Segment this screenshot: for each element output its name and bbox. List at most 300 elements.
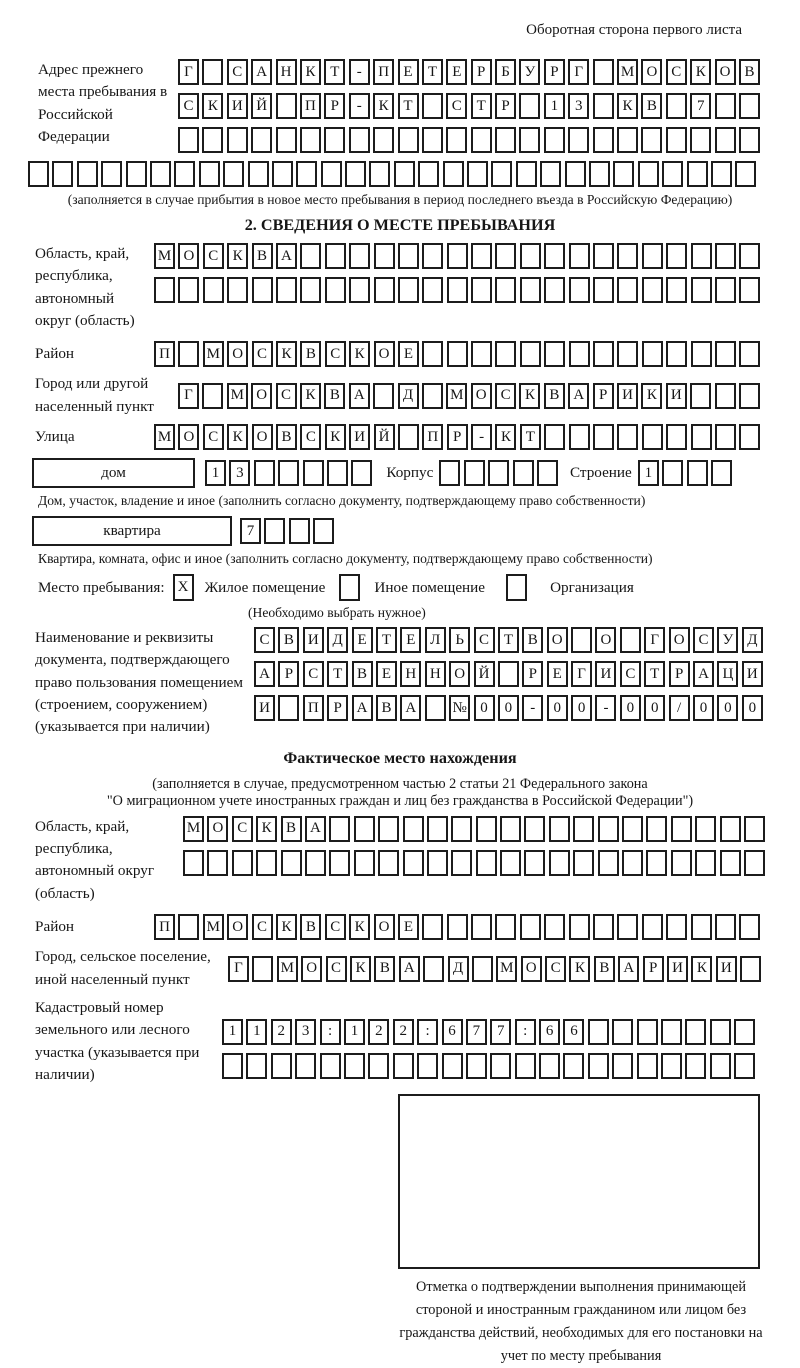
char-cell[interactable]: : [515, 1019, 536, 1045]
char-cell[interactable] [666, 127, 687, 153]
char-cell[interactable] [720, 850, 741, 876]
char-cell[interactable] [369, 161, 390, 187]
char-cell[interactable] [495, 243, 516, 269]
char-cell[interactable] [476, 816, 497, 842]
char-cell[interactable]: И [667, 956, 688, 982]
char-cell[interactable] [711, 161, 732, 187]
char-cell[interactable]: В [641, 93, 662, 119]
char-cell[interactable] [739, 93, 760, 119]
char-cell[interactable] [154, 277, 175, 303]
char-cell[interactable] [734, 1053, 755, 1079]
char-cell[interactable] [720, 816, 741, 842]
char-cell[interactable] [563, 1053, 584, 1079]
char-cell[interactable] [351, 460, 372, 486]
char-cell[interactable]: Р [278, 661, 299, 687]
char-cell[interactable] [569, 277, 590, 303]
char-cell[interactable]: О [471, 383, 492, 409]
char-cell[interactable]: Е [352, 627, 373, 653]
char-cell[interactable]: О [595, 627, 616, 653]
char-cell[interactable] [613, 161, 634, 187]
char-cell[interactable]: Е [376, 661, 397, 687]
char-cell[interactable]: О [178, 243, 199, 269]
char-cell[interactable]: Т [644, 661, 665, 687]
char-cell[interactable]: / [669, 695, 690, 721]
char-cell[interactable]: 0 [742, 695, 763, 721]
char-cell[interactable] [691, 341, 712, 367]
char-cell[interactable]: П [303, 695, 324, 721]
char-cell[interactable]: М [496, 956, 517, 982]
char-cell[interactable]: И [716, 956, 737, 982]
char-cell[interactable] [491, 161, 512, 187]
char-cell[interactable]: С [203, 243, 224, 269]
char-cell[interactable] [666, 341, 687, 367]
char-cell[interactable]: Н [276, 59, 297, 85]
char-cell[interactable] [417, 1053, 438, 1079]
char-cell[interactable]: С [232, 816, 253, 842]
char-cell[interactable]: 6 [563, 1019, 584, 1045]
char-cell[interactable] [398, 127, 419, 153]
char-cell[interactable] [513, 460, 534, 486]
char-cell[interactable] [418, 161, 439, 187]
char-cell[interactable]: О [227, 341, 248, 367]
char-cell[interactable]: В [252, 243, 273, 269]
char-cell[interactable]: 7 [690, 93, 711, 119]
char-cell[interactable]: С [693, 627, 714, 653]
char-cell[interactable] [222, 1053, 243, 1079]
char-cell[interactable]: К [350, 956, 371, 982]
char-cell[interactable]: 7 [240, 518, 261, 544]
char-cell[interactable] [622, 816, 643, 842]
char-cell[interactable] [617, 243, 638, 269]
char-cell[interactable]: 0 [571, 695, 592, 721]
char-cell[interactable]: № [449, 695, 470, 721]
char-cell[interactable] [422, 277, 443, 303]
char-cell[interactable]: У [519, 59, 540, 85]
char-cell[interactable] [565, 161, 586, 187]
char-cell[interactable]: : [417, 1019, 438, 1045]
char-cell[interactable]: М [227, 383, 248, 409]
char-cell[interactable] [423, 956, 444, 982]
char-cell[interactable]: К [202, 93, 223, 119]
char-cell[interactable] [126, 161, 147, 187]
char-cell[interactable] [744, 816, 765, 842]
char-cell[interactable]: М [183, 816, 204, 842]
char-cell[interactable]: Р [593, 383, 614, 409]
char-cell[interactable]: 0 [620, 695, 641, 721]
char-cell[interactable]: С [495, 383, 516, 409]
char-cell[interactable]: П [154, 341, 175, 367]
char-cell[interactable] [524, 816, 545, 842]
char-cell[interactable] [203, 277, 224, 303]
char-cell[interactable] [617, 424, 638, 450]
char-cell[interactable]: А [693, 661, 714, 687]
char-cell[interactable] [374, 243, 395, 269]
char-cell[interactable] [687, 161, 708, 187]
char-cell[interactable]: Т [471, 93, 492, 119]
char-cell[interactable]: С [446, 93, 467, 119]
char-cell[interactable] [520, 341, 541, 367]
char-cell[interactable] [612, 1019, 633, 1045]
char-cell[interactable] [500, 816, 521, 842]
char-cell[interactable] [641, 127, 662, 153]
char-cell[interactable] [476, 850, 497, 876]
char-cell[interactable]: В [352, 661, 373, 687]
char-cell[interactable] [178, 341, 199, 367]
char-cell[interactable]: П [373, 59, 394, 85]
char-cell[interactable] [305, 850, 326, 876]
char-cell[interactable] [471, 243, 492, 269]
char-cell[interactable]: 3 [295, 1019, 316, 1045]
char-cell[interactable] [519, 127, 540, 153]
char-cell[interactable] [447, 914, 468, 940]
char-cell[interactable] [711, 460, 732, 486]
char-cell[interactable]: С [325, 341, 346, 367]
char-cell[interactable] [739, 341, 760, 367]
char-cell[interactable] [612, 1053, 633, 1079]
char-cell[interactable] [439, 460, 460, 486]
char-cell[interactable]: 0 [547, 695, 568, 721]
char-cell[interactable]: В [374, 956, 395, 982]
char-cell[interactable] [354, 850, 375, 876]
char-cell[interactable] [715, 277, 736, 303]
char-cell[interactable]: К [691, 956, 712, 982]
char-cell[interactable]: Г [568, 59, 589, 85]
char-cell[interactable] [638, 161, 659, 187]
char-cell[interactable] [466, 1053, 487, 1079]
char-cell[interactable] [593, 341, 614, 367]
char-cell[interactable] [425, 695, 446, 721]
char-cell[interactable] [320, 1053, 341, 1079]
char-cell[interactable] [223, 161, 244, 187]
char-cell[interactable] [524, 850, 545, 876]
char-cell[interactable]: К [373, 93, 394, 119]
char-cell[interactable]: А [305, 816, 326, 842]
char-cell[interactable]: О [449, 661, 470, 687]
char-cell[interactable]: В [376, 695, 397, 721]
char-cell[interactable] [666, 277, 687, 303]
char-cell[interactable]: Ц [717, 661, 738, 687]
char-cell[interactable] [593, 277, 614, 303]
char-cell[interactable]: - [349, 93, 370, 119]
char-cell[interactable] [739, 277, 760, 303]
char-cell[interactable]: О [207, 816, 228, 842]
char-cell[interactable] [520, 243, 541, 269]
char-cell[interactable] [300, 127, 321, 153]
char-cell[interactable]: - [349, 59, 370, 85]
char-cell[interactable] [642, 277, 663, 303]
char-cell[interactable]: 2 [393, 1019, 414, 1045]
char-cell[interactable] [710, 1053, 731, 1079]
char-cell[interactable] [671, 816, 692, 842]
char-cell[interactable]: Т [327, 661, 348, 687]
char-cell[interactable]: О [715, 59, 736, 85]
char-cell[interactable] [345, 161, 366, 187]
char-cell[interactable] [598, 850, 619, 876]
char-cell[interactable] [671, 850, 692, 876]
char-cell[interactable] [427, 816, 448, 842]
char-cell[interactable] [295, 1053, 316, 1079]
char-cell[interactable] [246, 1053, 267, 1079]
char-cell[interactable]: К [325, 424, 346, 450]
char-cell[interactable] [495, 914, 516, 940]
char-cell[interactable]: И [617, 383, 638, 409]
char-cell[interactable]: П [422, 424, 443, 450]
char-cell[interactable] [573, 850, 594, 876]
char-cell[interactable] [685, 1053, 706, 1079]
char-cell[interactable] [256, 850, 277, 876]
char-cell[interactable]: 0 [474, 695, 495, 721]
char-cell[interactable] [329, 816, 350, 842]
char-cell[interactable]: 0 [644, 695, 665, 721]
char-cell[interactable] [296, 161, 317, 187]
char-cell[interactable]: - [522, 695, 543, 721]
char-cell[interactable]: С [545, 956, 566, 982]
char-cell[interactable] [422, 127, 443, 153]
char-cell[interactable]: К [690, 59, 711, 85]
char-cell[interactable]: О [251, 383, 272, 409]
char-cell[interactable] [593, 424, 614, 450]
char-cell[interactable]: И [666, 383, 687, 409]
char-cell[interactable]: Е [398, 914, 419, 940]
char-cell[interactable] [637, 1019, 658, 1045]
char-cell[interactable] [549, 816, 570, 842]
char-cell[interactable] [451, 816, 472, 842]
char-cell[interactable]: И [303, 627, 324, 653]
char-cell[interactable]: Е [446, 59, 467, 85]
char-cell[interactable]: В [739, 59, 760, 85]
char-cell[interactable] [740, 956, 761, 982]
char-cell[interactable] [446, 127, 467, 153]
char-cell[interactable] [447, 341, 468, 367]
char-cell[interactable]: 3 [229, 460, 250, 486]
char-cell[interactable] [620, 627, 641, 653]
char-cell[interactable]: Г [644, 627, 665, 653]
char-cell[interactable]: Т [498, 627, 519, 653]
char-cell[interactable]: 6 [539, 1019, 560, 1045]
char-cell[interactable]: Г [178, 59, 199, 85]
char-cell[interactable] [272, 161, 293, 187]
char-cell[interactable] [254, 460, 275, 486]
char-cell[interactable]: Д [448, 956, 469, 982]
char-cell[interactable] [539, 1053, 560, 1079]
char-cell[interactable]: Л [425, 627, 446, 653]
char-cell[interactable] [471, 914, 492, 940]
char-cell[interactable] [691, 277, 712, 303]
char-cell[interactable]: И [227, 93, 248, 119]
char-cell[interactable]: О [521, 956, 542, 982]
char-cell[interactable]: 1 [638, 460, 659, 486]
char-cell[interactable] [593, 93, 614, 119]
char-cell[interactable] [593, 127, 614, 153]
char-cell[interactable]: - [471, 424, 492, 450]
char-cell[interactable] [690, 127, 711, 153]
char-cell[interactable]: К [519, 383, 540, 409]
char-cell[interactable] [281, 850, 302, 876]
char-cell[interactable]: Н [425, 661, 446, 687]
char-cell[interactable] [617, 914, 638, 940]
char-cell[interactable] [349, 127, 370, 153]
char-cell[interactable] [593, 243, 614, 269]
char-cell[interactable] [735, 161, 756, 187]
char-cell[interactable] [661, 1019, 682, 1045]
char-cell[interactable]: В [594, 956, 615, 982]
char-cell[interactable]: К [276, 341, 297, 367]
char-cell[interactable]: К [300, 59, 321, 85]
char-cell[interactable] [368, 1053, 389, 1079]
char-cell[interactable] [373, 127, 394, 153]
char-cell[interactable] [569, 243, 590, 269]
char-cell[interactable] [642, 341, 663, 367]
char-cell[interactable] [202, 59, 223, 85]
char-cell[interactable] [349, 243, 370, 269]
char-cell[interactable]: 0 [717, 695, 738, 721]
char-cell[interactable] [374, 277, 395, 303]
char-cell[interactable] [571, 627, 592, 653]
char-cell[interactable]: С [620, 661, 641, 687]
char-cell[interactable]: Д [398, 383, 419, 409]
char-cell[interactable] [617, 277, 638, 303]
char-cell[interactable] [252, 277, 273, 303]
char-cell[interactable]: 2 [368, 1019, 389, 1045]
char-cell[interactable]: К [349, 914, 370, 940]
char-cell[interactable]: А [618, 956, 639, 982]
char-cell[interactable]: М [203, 914, 224, 940]
char-cell[interactable] [617, 341, 638, 367]
char-cell[interactable] [467, 161, 488, 187]
char-cell[interactable] [443, 161, 464, 187]
char-cell[interactable]: М [154, 243, 175, 269]
char-cell[interactable] [398, 277, 419, 303]
char-cell[interactable] [232, 850, 253, 876]
char-cell[interactable]: О [669, 627, 690, 653]
char-cell[interactable] [471, 341, 492, 367]
char-cell[interactable] [442, 1053, 463, 1079]
checkbox[interactable] [506, 574, 527, 601]
char-cell[interactable]: С [252, 914, 273, 940]
char-cell[interactable] [278, 695, 299, 721]
char-cell[interactable]: О [374, 341, 395, 367]
char-cell[interactable]: К [349, 341, 370, 367]
char-cell[interactable]: Й [474, 661, 495, 687]
char-cell[interactable]: С [178, 93, 199, 119]
char-cell[interactable]: К [276, 914, 297, 940]
char-cell[interactable]: Р [522, 661, 543, 687]
char-cell[interactable]: А [399, 956, 420, 982]
char-cell[interactable] [313, 518, 334, 544]
char-cell[interactable] [174, 161, 195, 187]
char-cell[interactable] [178, 914, 199, 940]
char-cell[interactable]: А [349, 383, 370, 409]
char-cell[interactable]: Е [400, 627, 421, 653]
char-cell[interactable]: С [203, 424, 224, 450]
char-cell[interactable]: Н [400, 661, 421, 687]
char-cell[interactable]: Р [669, 661, 690, 687]
char-cell[interactable] [646, 850, 667, 876]
char-cell[interactable] [715, 914, 736, 940]
char-cell[interactable] [354, 816, 375, 842]
char-cell[interactable] [398, 424, 419, 450]
char-cell[interactable] [544, 127, 565, 153]
char-cell[interactable] [403, 850, 424, 876]
char-cell[interactable] [472, 956, 493, 982]
char-cell[interactable] [569, 341, 590, 367]
char-cell[interactable] [495, 341, 516, 367]
char-cell[interactable]: П [300, 93, 321, 119]
char-cell[interactable]: А [251, 59, 272, 85]
char-cell[interactable] [642, 243, 663, 269]
char-cell[interactable] [544, 424, 565, 450]
char-cell[interactable] [300, 277, 321, 303]
char-cell[interactable]: 1 [222, 1019, 243, 1045]
char-cell[interactable]: Е [398, 59, 419, 85]
char-cell[interactable] [321, 161, 342, 187]
char-cell[interactable] [666, 914, 687, 940]
char-cell[interactable] [264, 518, 285, 544]
char-cell[interactable]: А [352, 695, 373, 721]
char-cell[interactable] [687, 460, 708, 486]
char-cell[interactable]: Б [495, 59, 516, 85]
char-cell[interactable]: О [301, 956, 322, 982]
char-cell[interactable] [422, 93, 443, 119]
char-cell[interactable] [637, 1053, 658, 1079]
char-cell[interactable]: П [154, 914, 175, 940]
char-cell[interactable] [344, 1053, 365, 1079]
char-cell[interactable] [695, 850, 716, 876]
char-cell[interactable]: Т [324, 59, 345, 85]
char-cell[interactable] [739, 424, 760, 450]
char-cell[interactable]: Г [228, 956, 249, 982]
char-cell[interactable] [744, 850, 765, 876]
char-cell[interactable]: Т [376, 627, 397, 653]
char-cell[interactable]: 3 [568, 93, 589, 119]
char-cell[interactable] [178, 277, 199, 303]
char-cell[interactable] [471, 127, 492, 153]
char-cell[interactable] [739, 127, 760, 153]
char-cell[interactable]: Т [422, 59, 443, 85]
char-cell[interactable] [393, 1053, 414, 1079]
char-cell[interactable]: Ь [449, 627, 470, 653]
char-cell[interactable] [202, 383, 223, 409]
char-cell[interactable] [373, 383, 394, 409]
char-cell[interactable] [101, 161, 122, 187]
char-cell[interactable] [303, 460, 324, 486]
char-cell[interactable]: К [227, 424, 248, 450]
char-cell[interactable] [549, 850, 570, 876]
checkbox[interactable]: X [173, 574, 194, 601]
char-cell[interactable]: А [276, 243, 297, 269]
checkbox[interactable] [339, 574, 360, 601]
char-cell[interactable] [598, 816, 619, 842]
char-cell[interactable] [276, 127, 297, 153]
char-cell[interactable] [378, 850, 399, 876]
char-cell[interactable]: Д [742, 627, 763, 653]
char-cell[interactable] [588, 1019, 609, 1045]
char-cell[interactable] [544, 277, 565, 303]
char-cell[interactable] [589, 161, 610, 187]
char-cell[interactable] [520, 277, 541, 303]
char-cell[interactable] [739, 243, 760, 269]
char-cell[interactable]: К [641, 383, 662, 409]
char-cell[interactable] [227, 127, 248, 153]
char-cell[interactable] [28, 161, 49, 187]
char-cell[interactable]: С [325, 914, 346, 940]
char-cell[interactable]: М [277, 956, 298, 982]
char-cell[interactable] [490, 1053, 511, 1079]
char-cell[interactable]: М [154, 424, 175, 450]
char-cell[interactable] [394, 161, 415, 187]
char-cell[interactable] [52, 161, 73, 187]
char-cell[interactable]: С [227, 59, 248, 85]
